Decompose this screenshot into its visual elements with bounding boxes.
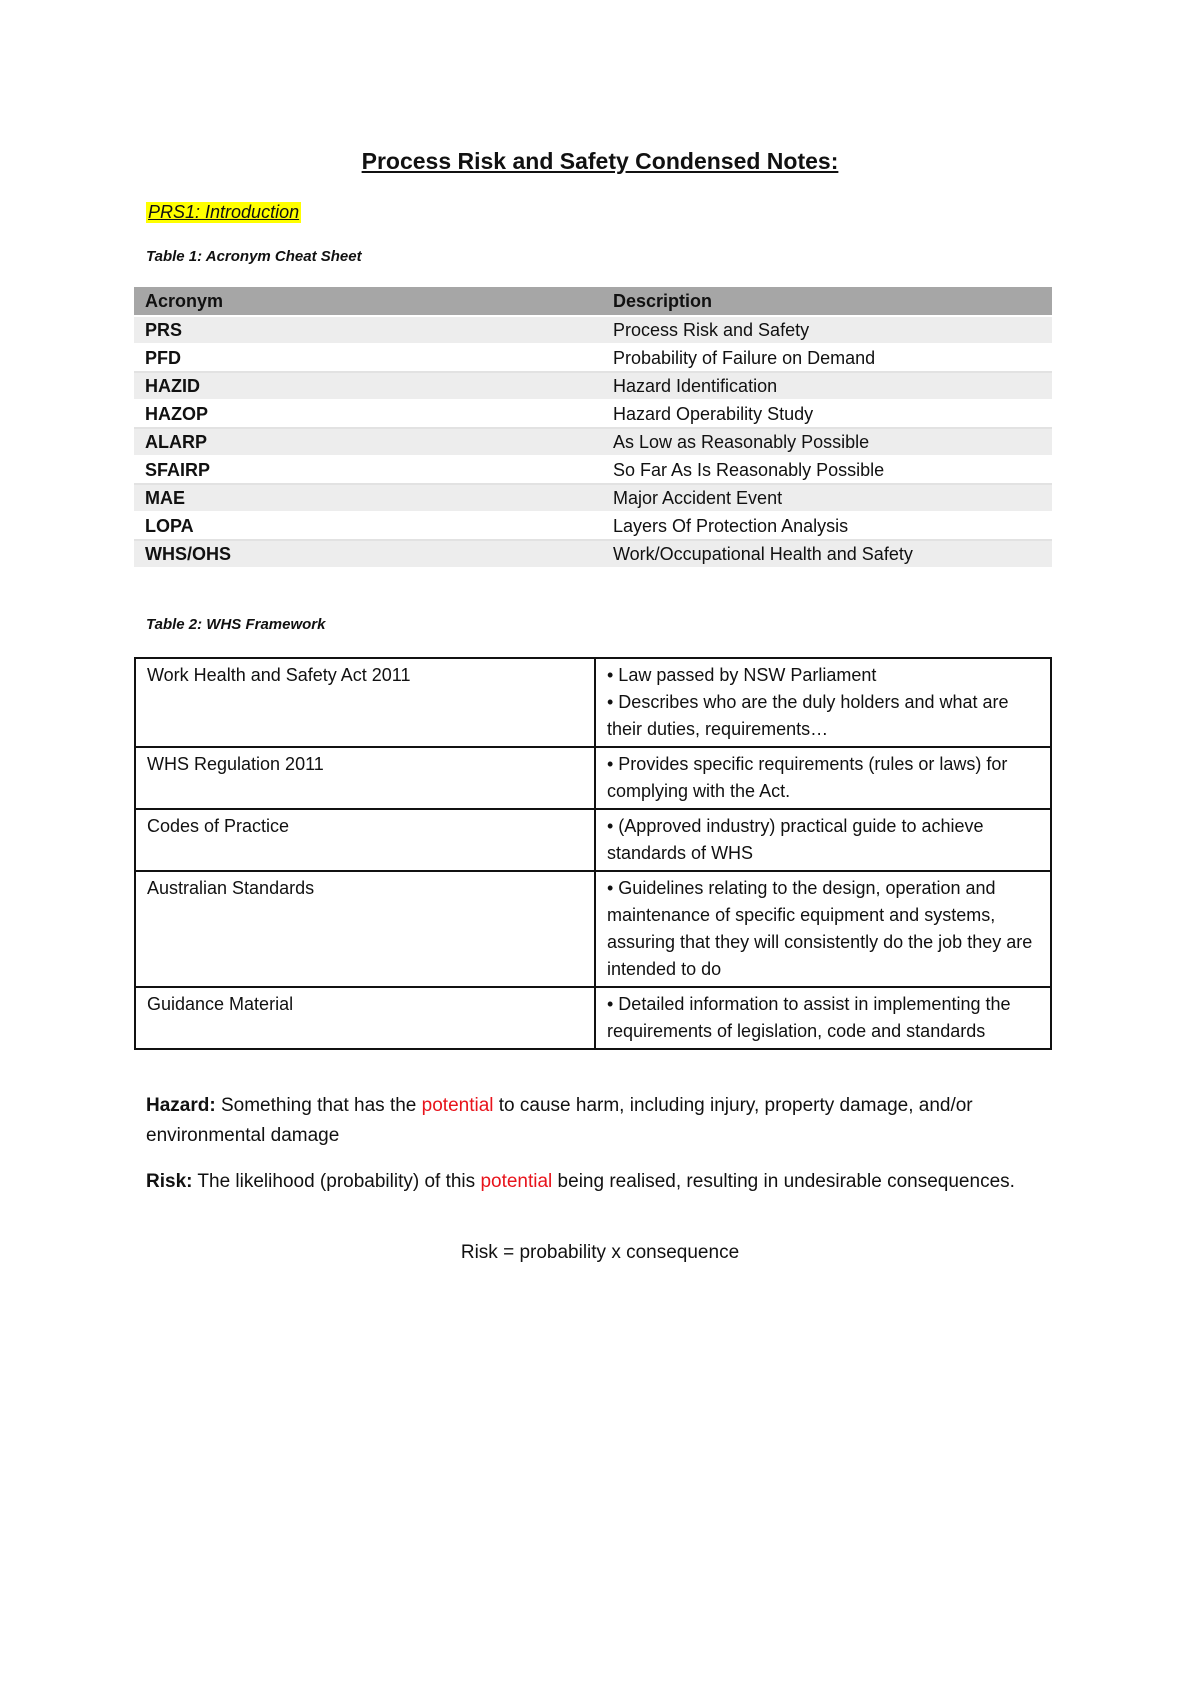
risk-highlight: potential (480, 1171, 553, 1192)
framework-description (595, 809, 1051, 871)
framework-item: Codes of Practice (135, 809, 595, 871)
table1-caption: Table 1: Acronym Cheat Sheet (146, 248, 362, 265)
bullet-point: • Law passed by NSW Parliament (607, 665, 877, 685)
description-cell: Hazard Operability Study (602, 400, 1052, 428)
framework-item: Work Health and Safety Act 2011 (135, 658, 595, 747)
acronym-cell: PFD (134, 344, 602, 372)
hazard-text-pre: Something that has the (215, 1095, 422, 1116)
table-row (134, 316, 1052, 344)
table-row (134, 540, 1052, 568)
table-row (135, 658, 1051, 747)
acronym-cell: ALARP (134, 428, 602, 456)
whs-framework-table (134, 657, 1052, 1050)
risk-formula: Risk = probability x consequence (460, 1242, 740, 1263)
risk-text-pre: The likelihood (probability) of this (192, 1171, 481, 1192)
acronym-cell: LOPA (134, 512, 602, 540)
table-row (134, 456, 1052, 484)
bullet-point: • Describes who are the duly holders and what are their duties, requirements… (607, 692, 1009, 739)
hazard-term: Hazard: (146, 1095, 216, 1116)
risk-text-post: being realised, resulting in undesirable consequences. (552, 1171, 1015, 1192)
acronym-cell: PRS (134, 316, 602, 344)
description-cell: So Far As Is Reasonably Possible (602, 456, 1052, 484)
table2-caption: Table 2: WHS Framework (146, 616, 326, 633)
hazard-text-post: to cause harm, including injury, property damage, and/or environmental damage (146, 1095, 973, 1146)
description-cell: Work/Occupational Health and Safety (602, 540, 1052, 568)
framework-item: WHS Regulation 2011 (135, 747, 595, 809)
bullet-point: • Detailed information to assist in implementing the requirements of legislation, code and standards (607, 994, 1011, 1041)
page-title: Process Risk and Safety Condensed Notes: (361, 148, 839, 174)
acronym-cell: SFAIRP (134, 456, 602, 484)
risk-definition (146, 1167, 1066, 1197)
table-row (134, 344, 1052, 372)
framework-description (595, 871, 1051, 987)
description-cell: Probability of Failure on Demand (602, 344, 1052, 372)
hazard-definition (146, 1091, 1066, 1151)
table-row (134, 372, 1052, 400)
section-heading: PRS1: Introduction (148, 202, 300, 222)
bullet-point: • Provides specific requirements (rules or laws) for complying with the Act. (607, 754, 1008, 801)
description-cell: Layers Of Protection Analysis (602, 512, 1052, 540)
acronym-table (134, 287, 1052, 569)
acronym-cell: MAE (134, 484, 602, 512)
column-header-description: Description (602, 287, 1052, 316)
description-cell: Hazard Identification (602, 372, 1052, 400)
bullet-point: • (Approved industry) practical guide to achieve standards of WHS (607, 816, 984, 863)
table-row (135, 747, 1051, 809)
framework-description (595, 747, 1051, 809)
column-header-acronym: Acronym (134, 287, 602, 316)
risk-term: Risk: (146, 1171, 193, 1192)
table-row (135, 871, 1051, 987)
description-cell: As Low as Reasonably Possible (602, 428, 1052, 456)
acronym-cell: HAZOP (134, 400, 602, 428)
hazard-highlight: potential (421, 1095, 494, 1116)
description-cell: Process Risk and Safety (602, 316, 1052, 344)
description-cell: Major Accident Event (602, 484, 1052, 512)
bullet-point: • Guidelines relating to the design, operation and maintenance of specific equipment and systems, assuring that they will consistently do the job they are intended to do (607, 878, 1033, 979)
table-row (135, 809, 1051, 871)
acronym-cell: WHS/OHS (134, 540, 602, 568)
framework-description (595, 658, 1051, 747)
table-header-row (134, 287, 1052, 316)
acronym-cell: HAZID (134, 372, 602, 400)
table-row (134, 484, 1052, 512)
table-row (134, 428, 1052, 456)
table-row (135, 987, 1051, 1049)
table-row (134, 512, 1052, 540)
framework-item: Guidance Material (135, 987, 595, 1049)
framework-description (595, 987, 1051, 1049)
framework-item: Australian Standards (135, 871, 595, 987)
table-row (134, 400, 1052, 428)
